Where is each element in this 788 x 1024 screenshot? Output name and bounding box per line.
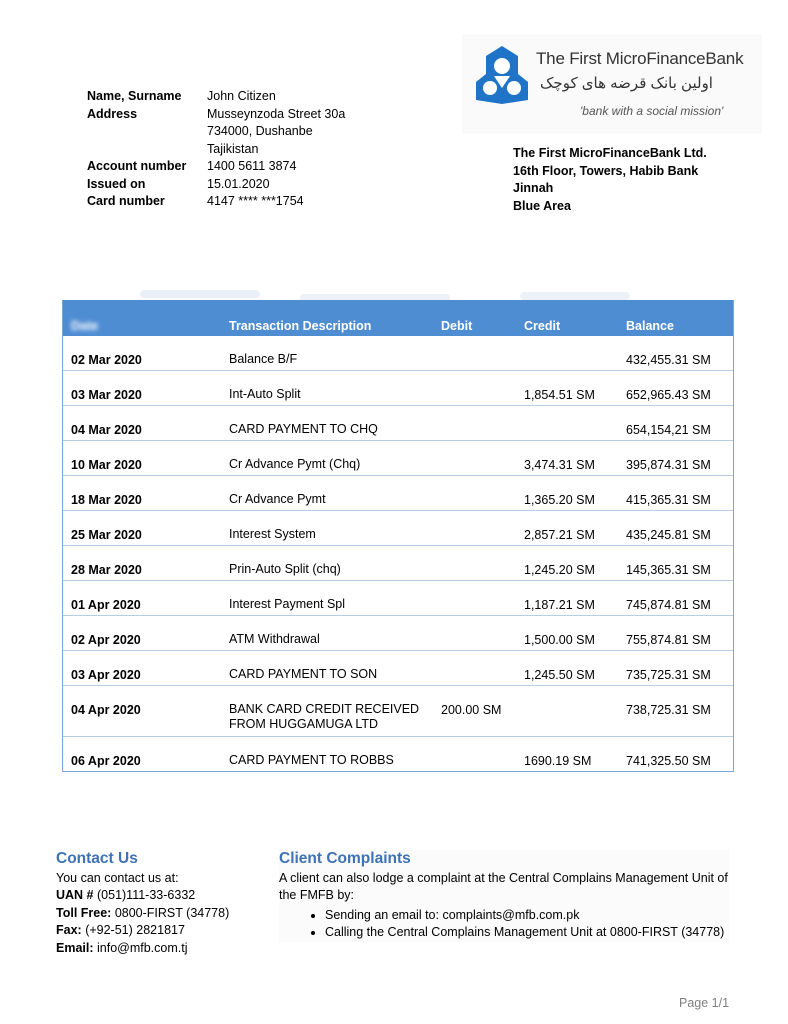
customer-field-row bbox=[87, 123, 377, 141]
table-row bbox=[63, 581, 733, 616]
row-balance: 755,874.81 SM bbox=[626, 633, 711, 647]
complaints-title: Client Complaints bbox=[279, 850, 411, 867]
row-date: 10 Mar 2020 bbox=[71, 458, 142, 472]
bank-address-line: The First MicroFinanceBank Ltd. bbox=[513, 146, 707, 160]
decorative-streak bbox=[140, 290, 260, 298]
customer-field-row bbox=[87, 176, 377, 194]
customer-field-label: Name, Surname bbox=[87, 89, 182, 103]
row-description-line: ATM Withdrawal bbox=[229, 632, 320, 646]
table-row bbox=[63, 511, 733, 546]
table-row bbox=[63, 441, 733, 476]
logo-name: The First MicroFinanceBank bbox=[536, 49, 744, 68]
complaints-list-item: • Calling the Central Complains Management Unit at 0800-FIRST (34778) bbox=[325, 924, 729, 942]
complaints-list bbox=[279, 907, 729, 942]
row-description-line: BANK CARD CREDIT RECEIVED bbox=[229, 702, 420, 716]
customer-field-value: 1400 5611 3874 bbox=[207, 159, 297, 173]
row-balance: 745,874.81 SM bbox=[626, 598, 711, 612]
row-credit: 2,857.21 SM bbox=[524, 528, 595, 542]
decorative-streak bbox=[520, 292, 630, 300]
row-description bbox=[229, 632, 320, 647]
row-date: 03 Apr 2020 bbox=[71, 668, 141, 682]
customer-field-row bbox=[87, 193, 377, 211]
bank-address-line: Blue Area bbox=[513, 198, 571, 213]
row-description bbox=[229, 667, 377, 682]
fax-label: Fax: bbox=[56, 923, 82, 937]
row-description-line: Cr Advance Pymt bbox=[229, 492, 326, 506]
row-credit: 1690.19 SM bbox=[524, 754, 592, 768]
row-balance: 435,245.81 SM bbox=[626, 528, 711, 542]
customer-field-label bbox=[87, 141, 207, 159]
row-balance: 735,725.31 SM bbox=[626, 668, 711, 682]
row-date: 04 Apr 2020 bbox=[71, 703, 141, 717]
customer-field-label: Account number bbox=[87, 159, 187, 173]
customer-field-label bbox=[87, 123, 207, 141]
row-description bbox=[229, 352, 297, 367]
complaints-list-item: • Sending an email to: complaints@mfb.com.pk bbox=[325, 907, 729, 925]
row-description bbox=[229, 422, 378, 437]
row-balance: 738,725.31 SM bbox=[626, 703, 711, 717]
header-debit: Debit bbox=[441, 319, 473, 333]
table-header bbox=[63, 300, 733, 336]
page-number: Page 1/1 bbox=[679, 996, 730, 1010]
row-credit: 1,245.20 SM bbox=[524, 563, 595, 577]
row-credit: 1,245.50 SM bbox=[524, 668, 595, 682]
row-debit: 200.00 SM bbox=[441, 703, 502, 717]
row-description bbox=[229, 387, 301, 402]
customer-field-row bbox=[87, 106, 377, 124]
contact-tollfree bbox=[56, 905, 246, 923]
customer-field-row bbox=[87, 158, 377, 176]
header-balance: Balance bbox=[626, 319, 674, 333]
row-description bbox=[229, 753, 394, 768]
row-date: 18 Mar 2020 bbox=[71, 493, 142, 507]
customer-field-value: 4147 **** ***1754 bbox=[207, 194, 304, 208]
row-date: 04 Mar 2020 bbox=[71, 423, 142, 437]
fax-value: (+92-51) 2821817 bbox=[85, 923, 185, 937]
complaints-intro: A client can also lodge a complaint at the Central Complains Management Unit of the FMFB by: bbox=[279, 870, 728, 902]
table-row bbox=[63, 737, 733, 771]
row-description bbox=[229, 702, 419, 732]
uan-value: (051)111-33-6332 bbox=[97, 888, 196, 902]
tollfree-value: 0800-FIRST (34778) bbox=[114, 905, 230, 920]
logo-slogan: 'bank with a social mission' bbox=[580, 104, 724, 118]
row-date: 01 Apr 2020 bbox=[71, 598, 141, 612]
row-description-line: Interest System bbox=[229, 527, 316, 541]
customer-field-value: 734000, Dushanbe bbox=[207, 124, 313, 138]
header-description: Transaction Description bbox=[229, 319, 372, 333]
row-description bbox=[229, 492, 326, 507]
row-description-line: Cr Advance Pymt (Chq) bbox=[229, 457, 361, 471]
row-description-line: CARD PAYMENT TO ROBBS bbox=[229, 753, 394, 767]
row-date: 28 Mar 2020 bbox=[71, 563, 142, 577]
customer-field-label: Card number bbox=[87, 194, 165, 208]
transactions-table bbox=[62, 300, 734, 772]
row-balance: 395,874.31 SM bbox=[626, 458, 711, 472]
uan-label: UAN # bbox=[56, 888, 94, 902]
row-credit: 1,365.20 SM bbox=[524, 493, 595, 507]
row-credit: 1,854.51 SM bbox=[524, 388, 595, 402]
customer-field-row bbox=[87, 141, 377, 159]
bank-emblem-icon bbox=[474, 44, 530, 106]
customer-field-value: Tajikistan bbox=[207, 141, 259, 156]
row-balance: 145,365.31 SM bbox=[626, 563, 711, 577]
table-row bbox=[63, 406, 733, 441]
row-date: 06 Apr 2020 bbox=[71, 754, 141, 768]
table-row bbox=[63, 686, 733, 737]
row-description-line: FROM HUGGAMUGA LTD bbox=[229, 717, 379, 731]
row-date: 02 Apr 2020 bbox=[71, 633, 141, 647]
email-value[interactable]: info@mfb.com.tj bbox=[97, 940, 188, 955]
customer-field-value: Musseynzoda Street 30a bbox=[207, 106, 346, 121]
row-description bbox=[229, 457, 360, 472]
row-description-line: Int-Auto Split bbox=[229, 387, 301, 401]
contact-email bbox=[56, 940, 246, 958]
bank-logo bbox=[462, 34, 762, 134]
complaints-section bbox=[279, 850, 729, 942]
row-balance: 741,325.50 SM bbox=[626, 754, 711, 768]
contact-uan bbox=[56, 887, 246, 905]
row-date: 25 Mar 2020 bbox=[71, 528, 142, 542]
customer-field-label: Issued on bbox=[87, 176, 146, 191]
row-credit: 3,474.31 SM bbox=[524, 458, 595, 472]
row-description-line: Prin-Auto Split (chq) bbox=[229, 562, 341, 576]
row-balance: 654,154,21 SM bbox=[626, 423, 711, 437]
header-date: Date bbox=[71, 319, 99, 333]
customer-field-row bbox=[87, 88, 377, 106]
bank-address-line: 16th Floor, Towers, Habib Bank bbox=[513, 163, 699, 178]
logo-urdu: اولین بانک قرضه های کوچک bbox=[540, 75, 713, 92]
row-description-line: Interest Payment Spl bbox=[229, 597, 346, 611]
row-balance: 652,965.43 SM bbox=[626, 388, 711, 402]
header-credit: Credit bbox=[524, 319, 561, 333]
row-date: 02 Mar 2020 bbox=[71, 353, 142, 367]
customer-details bbox=[87, 88, 377, 211]
row-description bbox=[229, 597, 345, 612]
contact-intro: You can contact us at: bbox=[56, 870, 179, 885]
row-balance: 415,365.31 SM bbox=[626, 493, 711, 507]
email-label: Email: bbox=[56, 940, 94, 955]
table-row bbox=[63, 476, 733, 511]
row-description-line: Balance B/F bbox=[229, 352, 298, 366]
table-row bbox=[63, 616, 733, 651]
customer-field-value: 15.01.2020 bbox=[207, 176, 270, 191]
bank-address bbox=[513, 145, 707, 215]
row-balance: 432,455.31 SM bbox=[626, 353, 711, 367]
table-row bbox=[63, 546, 733, 581]
table-row bbox=[63, 651, 733, 686]
row-credit: 1,187.21 SM bbox=[524, 598, 595, 612]
bank-address-line: Jinnah bbox=[513, 181, 554, 195]
contact-title: Contact Us bbox=[56, 850, 138, 867]
row-credit: 1,500.00 SM bbox=[524, 633, 595, 647]
row-description bbox=[229, 562, 341, 577]
row-description-line: CARD PAYMENT TO SON bbox=[229, 667, 378, 681]
contact-section bbox=[56, 850, 246, 957]
table-row bbox=[63, 371, 733, 406]
tollfree-label: Toll Free: bbox=[56, 905, 112, 920]
row-description-line: CARD PAYMENT TO CHQ bbox=[229, 422, 378, 436]
customer-field-value: John Citizen bbox=[207, 89, 276, 103]
table-row bbox=[63, 336, 733, 371]
contact-fax bbox=[56, 922, 246, 940]
row-date: 03 Mar 2020 bbox=[71, 388, 142, 402]
customer-field-label: Address bbox=[87, 106, 138, 121]
row-description bbox=[229, 527, 316, 542]
